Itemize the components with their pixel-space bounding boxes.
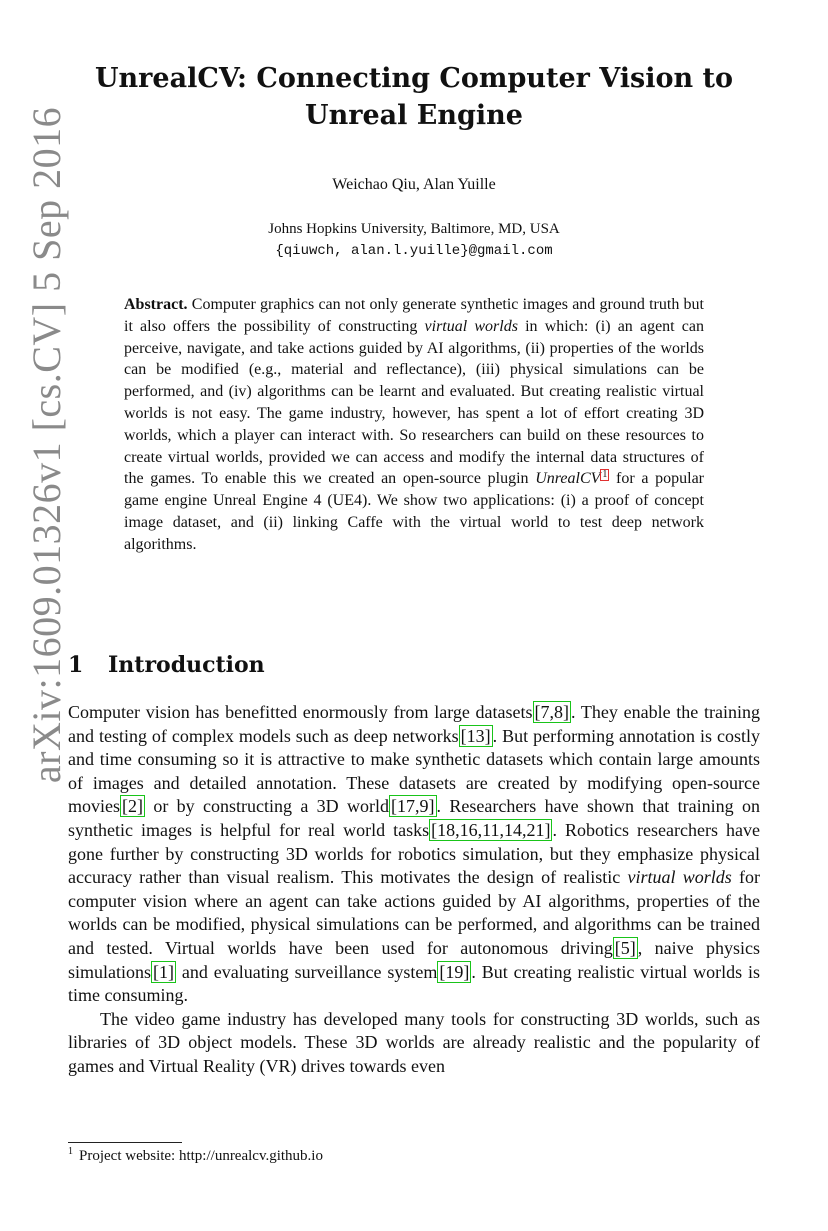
authors: Weichao Qiu, Alan Yuille: [332, 176, 496, 193]
title-line-2: Unreal Engine: [305, 100, 523, 131]
abstract-text-1: Computer graphics can not only generate synthetic images and ground truth but it also offers the possibility of constructing: [124, 296, 704, 335]
affiliation-block: [0, 218, 828, 262]
text-run: . But performing annotation is costly and time consuming so it is attractive to make synthetic datasets which contain large amounts of images and detailed annotation. These datasets are created by modifying open-source movies: [68, 725, 760, 817]
citation-link[interactable]: [17,9]: [391, 796, 435, 817]
text-run: Computer vision has benefitted enormously from large datasets: [68, 702, 533, 722]
citation-link[interactable]: [19]: [439, 961, 470, 982]
citation-link[interactable]: [18,16,11,14,21]: [431, 819, 551, 840]
text-run: . But creating realistic virtual worlds is time consuming.: [68, 961, 760, 1006]
citation-link[interactable]: [7,8]: [534, 702, 570, 722]
footnote: [68, 1146, 323, 1165]
abstract: [124, 294, 704, 556]
citation-link[interactable]: [13]: [460, 725, 491, 746]
section-number: 1: [68, 652, 84, 678]
footnote-divider: [68, 1142, 182, 1143]
text-run: and evaluating surveillance system: [176, 961, 438, 982]
section-title: Introduction: [108, 652, 265, 678]
text-run: or by constructing a 3D world: [145, 796, 390, 817]
paper-title: [80, 60, 748, 134]
author-email: {qiuwch, alan.l.yuille}@gmail.com: [275, 243, 553, 259]
introduction-body: [68, 701, 760, 1079]
text-run: for computer vision where an agent can take actions guided by AI algorithms, properties of the worlds can be modified, physical simulations can be performed, and algorithms can be trained and tested. Virtual worlds have been used for autonomous driving: [68, 867, 760, 958]
citation-link[interactable]: [1]: [153, 961, 175, 982]
title-line-1: UnrealCV: Connecting Computer Vision to: [95, 63, 733, 94]
abstract-text-3: for a popular game engine Unreal Engine 4 (UE4). We show two applications: (i) a proof of concept image dataset, and (ii) linking Caffe with the virtual world to test deep network algorithms.: [124, 470, 705, 553]
abstract-label: Abstract.: [124, 296, 188, 313]
text-run: . Robotics researchers have gone further by constructing 3D worlds for robotics simulation, but they emphasize physical accuracy rather than visual realism. This motivates the design of realistic: [68, 819, 761, 888]
paragraph-1: [68, 701, 760, 1008]
citation-link[interactable]: [2]: [122, 796, 143, 817]
abstract-emphasis-virtual-worlds: virtual worlds: [424, 317, 518, 335]
text-run: , naive physics simulations: [68, 937, 761, 982]
abstract-text-2: in which: (i) an agent can perceive, navigate, and take actions guided by AI algorithms, (ii) properties of the worlds can be modified (e.g., material and reflectance), (iii) physical simulations can be performed, and (iv) algorithms can be learnt and evaluated. But creating realistic virtual worlds is not easy. The game industry, however, has spent a lot of effort creating 3D worlds, which a player can interact with. So researchers can build on these resources to create virtual worlds, provided we can access and modify the internal data structures of the games. To enable this we created an open-source plugin: [124, 317, 705, 488]
footnote-mark: 1: [68, 1146, 73, 1157]
section-heading: [68, 652, 265, 678]
affiliation: Johns Hopkins University, Baltimore, MD, USA: [268, 221, 560, 237]
text-run: . They enable the training and testing of complex models such as deep networks: [68, 702, 760, 746]
citation-link[interactable]: [5]: [614, 937, 636, 958]
abstract-emphasis-unrealcv: UnrealCV: [535, 470, 601, 488]
footnote-text: Project website: http://unrealcv.github.io: [79, 1148, 323, 1164]
text-run: . Researchers have shown that training on synthetic images is helpful for real world tasks: [68, 796, 760, 840]
emphasis-virtual-worlds: virtual worlds: [627, 867, 732, 888]
arxiv-identifier-stamp: arXiv:1609.01326v1 [cs.CV] 5 Sep 2016: [24, 106, 69, 784]
paragraph-2: The video game industry has developed many tools for constructing 3D worlds, such as libraries of 3D object models. These 3D worlds are already realistic and the popularity of games and Virtual Reality (VR) drives towards even: [68, 1008, 760, 1076]
footnote-reference-link[interactable]: 1: [602, 469, 608, 481]
